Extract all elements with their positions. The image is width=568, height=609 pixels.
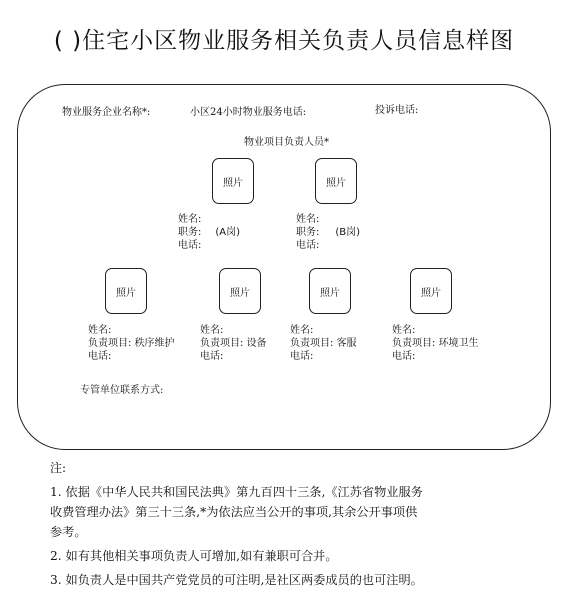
- photo-label: 照片: [230, 287, 250, 299]
- manager-a-info: [178, 213, 240, 252]
- duty-label: 负责项目:: [200, 338, 244, 349]
- name-label: 姓名:: [178, 214, 202, 225]
- info-panel: [17, 84, 551, 450]
- phone-label: 电话:: [296, 240, 320, 251]
- photo-label: 照片: [116, 287, 136, 299]
- section-title: 物业项目负责人员*: [244, 137, 329, 148]
- name-label: 姓名:: [200, 325, 224, 336]
- notes-heading: 注:: [50, 461, 67, 475]
- position-value: (A岗): [215, 227, 241, 238]
- staff-equipment-photo: [219, 268, 261, 314]
- staff-sanitation-photo: [410, 268, 452, 314]
- staff-security-photo: [105, 268, 147, 314]
- photo-label: 照片: [320, 287, 340, 299]
- name-label: 姓名:: [88, 325, 112, 336]
- note-line: 1. 依据《中华人民共和国民法典》第九百四十三条,《江苏省物业服务: [50, 485, 423, 499]
- staff-sanitation-info: [392, 324, 479, 363]
- note-line: 3. 如负责人是中国共产党党员的可注明,是社区两委成员的也可注明。: [50, 573, 423, 587]
- duty-value: 设备: [246, 338, 267, 349]
- name-label: 姓名:: [290, 325, 314, 336]
- duty-value: 秩序维护: [134, 338, 175, 349]
- staff-equipment-info: [200, 324, 267, 363]
- note-line: 2. 如有其他相关事项负责人可增加,如有兼职可合并。: [50, 549, 338, 563]
- duty-label: 负责项目:: [392, 338, 436, 349]
- name-label: 姓名:: [296, 214, 320, 225]
- photo-label: 照片: [326, 177, 346, 189]
- supervisor-contact-label: 专管单位联系方式:: [80, 385, 164, 396]
- note-line: 参考。: [50, 525, 87, 539]
- name-label: 姓名:: [392, 325, 416, 336]
- complaint-phone-label: 投诉电话:: [375, 105, 419, 116]
- duty-label: 负责项目:: [290, 338, 334, 349]
- notes-section: [50, 458, 530, 590]
- duty-value: 环境卫生: [438, 338, 479, 349]
- staff-security-info: [88, 324, 175, 363]
- position-value: (B岗): [335, 227, 361, 238]
- phone-label: 电话:: [290, 351, 314, 362]
- phone-label: 电话:: [200, 351, 224, 362]
- note-line: 收费管理办法》第三十三条,*为依法应当公开的事项,其余公开事项供: [50, 505, 418, 519]
- manager-a-photo: [212, 158, 254, 204]
- company-name-label: 物业服务企业名称*:: [62, 107, 151, 118]
- position-label: 职务:: [178, 227, 202, 238]
- position-label: 职务:: [296, 227, 320, 238]
- photo-label: 照片: [223, 177, 243, 189]
- duty-value: 客服: [336, 338, 357, 349]
- phone-label: 电话:: [88, 351, 112, 362]
- hotline-label: 小区24小时物业服务电话:: [190, 107, 307, 118]
- phone-label: 电话:: [392, 351, 416, 362]
- page-title: ( )住宅小区物业服务相关负责人员信息样图: [53, 28, 515, 54]
- staff-service-info: [290, 324, 357, 363]
- phone-label: 电话:: [178, 240, 202, 251]
- duty-label: 负责项目:: [88, 338, 132, 349]
- manager-b-info: [296, 213, 360, 252]
- manager-b-photo: [315, 158, 357, 204]
- staff-service-photo: [309, 268, 351, 314]
- photo-label: 照片: [421, 287, 441, 299]
